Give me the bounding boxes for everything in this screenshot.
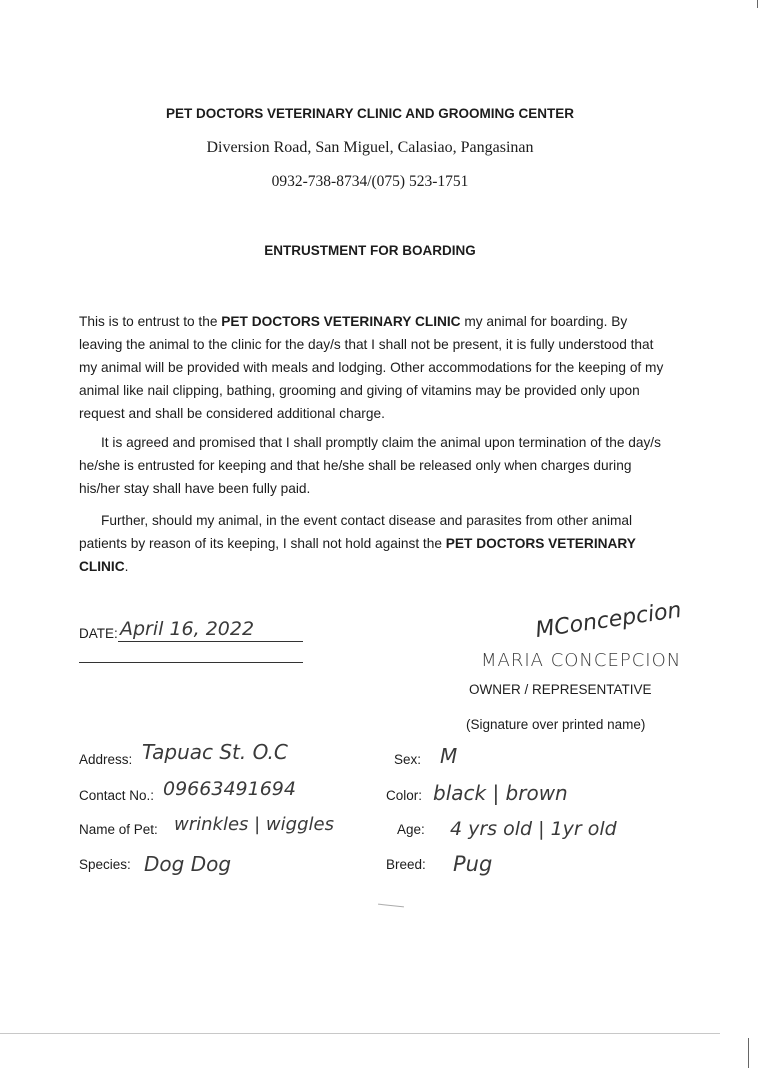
- paragraph-3-text-b: .: [124, 559, 129, 574]
- document-title: ENTRUSTMENT FOR BOARDING: [264, 243, 476, 258]
- pet-name-label: Name of Pet:: [79, 822, 158, 837]
- sex-value: M: [440, 744, 458, 768]
- color-label: Color:: [386, 788, 423, 803]
- paragraph-1: [79, 310, 669, 425]
- age-value: 4 yrs old | 1yr old: [450, 818, 617, 840]
- date-underline: [118, 641, 303, 642]
- date-second-line: [79, 662, 303, 663]
- corner-fold-mark: [748, 1038, 749, 1068]
- age-label: Age:: [397, 822, 425, 837]
- paragraph-1-text-a: This is to entrust to the: [79, 314, 222, 329]
- owner-representative-label: OWNER / REPRESENTATIVE: [469, 682, 652, 697]
- clinic-phone: 0932-738-8734/(075) 523-1751: [271, 173, 469, 190]
- pet-name-value: wrinkles | wiggles: [174, 814, 334, 835]
- scan-mark: [378, 904, 404, 908]
- paragraph-3-clinic-name: PET DOCTORS VETERINARY CLINIC: [79, 536, 636, 574]
- paragraph-2: [79, 431, 669, 500]
- signature-scrawl: MConcepcion: [533, 597, 683, 644]
- address-label: Address:: [79, 752, 133, 767]
- paragraph-1-clinic-name: PET DOCTORS VETERINARY CLINIC: [221, 314, 461, 329]
- color-value: black | brown: [433, 781, 568, 805]
- signature-caption: (Signature over printed name): [466, 717, 646, 732]
- page-bottom-edge: [0, 1033, 720, 1034]
- breed-label: Breed:: [386, 857, 426, 872]
- paragraph-3: [79, 509, 669, 578]
- address-value: Tapuac St. O.C: [142, 740, 288, 764]
- species-label: Species:: [79, 857, 131, 872]
- contact-label: Contact No.:: [79, 788, 155, 803]
- paragraph-3-text-a: Further, should my animal, in the event contact disease and parasites from other animal patients by reason of its keeping, I shall not hold against the: [79, 513, 633, 551]
- species-value: Dog Dog: [144, 852, 232, 876]
- breed-value: Pug: [453, 852, 493, 876]
- clinic-name: PET DOCTORS VETERINARY CLINIC AND GROOMING CENTER: [165, 106, 575, 121]
- clinic-address: Diversion Road, San Miguel, Calasiao, Pangasinan: [206, 139, 534, 156]
- top-edge-mark: [757, 0, 758, 8]
- date-label: DATE:: [79, 626, 118, 641]
- contact-value: 09663491694: [163, 778, 296, 800]
- paragraph-1-text-b: my animal for boarding. By leaving the animal to the clinic for the day/s that I shall not be present, it is fully understood that my animal will be provided with meals and lodging. Other accommodations for the keeping of my animal like nail clipping, bathing, grooming and giving of vitamins may be provided only upon request and shall be considered additional charge.: [79, 314, 664, 421]
- date-value: April 16, 2022: [120, 618, 255, 640]
- printed-name: MARIA CONCEPCION: [481, 650, 682, 671]
- sex-label: Sex:: [394, 752, 422, 767]
- paragraph-2-text: It is agreed and promised that I shall promptly claim the animal upon termination of the day/s he/she is entrusted for keeping and that he/she shall be released only when charges during his/her stay shall have been fully paid.: [79, 435, 661, 496]
